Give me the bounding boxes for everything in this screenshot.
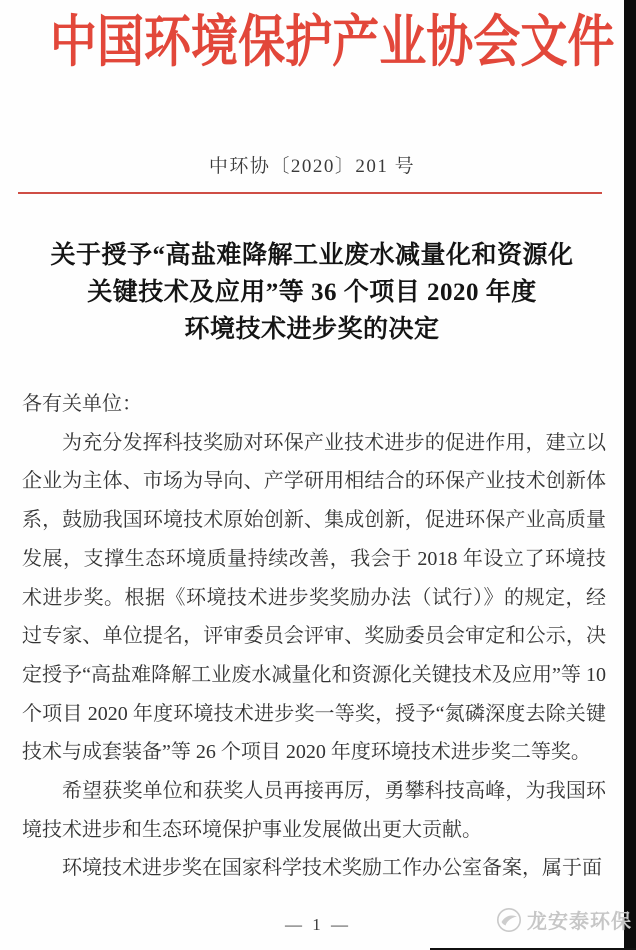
document-title-line-2: 关键技术及应用”等 36 个项目 2020 年度 — [87, 279, 537, 306]
body-paragraph-1: 为充分发挥科技奖励对环保产业技术进步的促进作用，建立以企业为主体、市场为导向、产学研用相结合的环保产业技术创新体系，鼓励我国环境技术原始创新、集成创新，促进环保产业高质量发展，支撑生态环境质量持续改善，我会于 2018 年设立了环境技术进步奖。根据《环境技术进步奖奖励办法（试行）》的规定，经过专家、单位提名，评审委员会评审、奖励委员会审定和公示，决定授予“高盐难降解工业废水减量化和资源化关键技术及应用”等 10 个项目 2020 年度环境技术进步奖一等奖，授予“氮磷深度去除关键技术与成套装备”等 26 个项目 2020 年度环境技术进步奖二等奖。 — [22, 431, 606, 764]
document-title-line-1: 关于授予“高盐难降解工业废水减量化和资源化 — [50, 242, 574, 269]
scan-border-right — [624, 0, 636, 950]
watermark-text: 龙安泰环保 — [527, 911, 632, 933]
page-number: — 1 — — [285, 915, 351, 934]
document-title-line-3: 环境技术进步奖的决定 — [184, 316, 440, 343]
document-title — [0, 237, 624, 348]
salutation: 各有关单位： — [22, 393, 142, 415]
body-paragraph-3: 环境技术进步奖在国家科学技术奖励工作办公室备案，属于面 — [62, 857, 602, 880]
document-letterhead: 中国环境保护产业协会文件 — [49, 12, 615, 74]
document-body — [22, 385, 606, 888]
red-separator-line — [18, 192, 602, 194]
document-number: 中环协〔2020〕201 号 — [208, 156, 416, 177]
body-paragraph-2: 希望获奖单位和获奖人员再接再厉，勇攀科技高峰，为我国环境技术进步和生态环境保护事业发展做出更大贡献。 — [22, 780, 606, 841]
